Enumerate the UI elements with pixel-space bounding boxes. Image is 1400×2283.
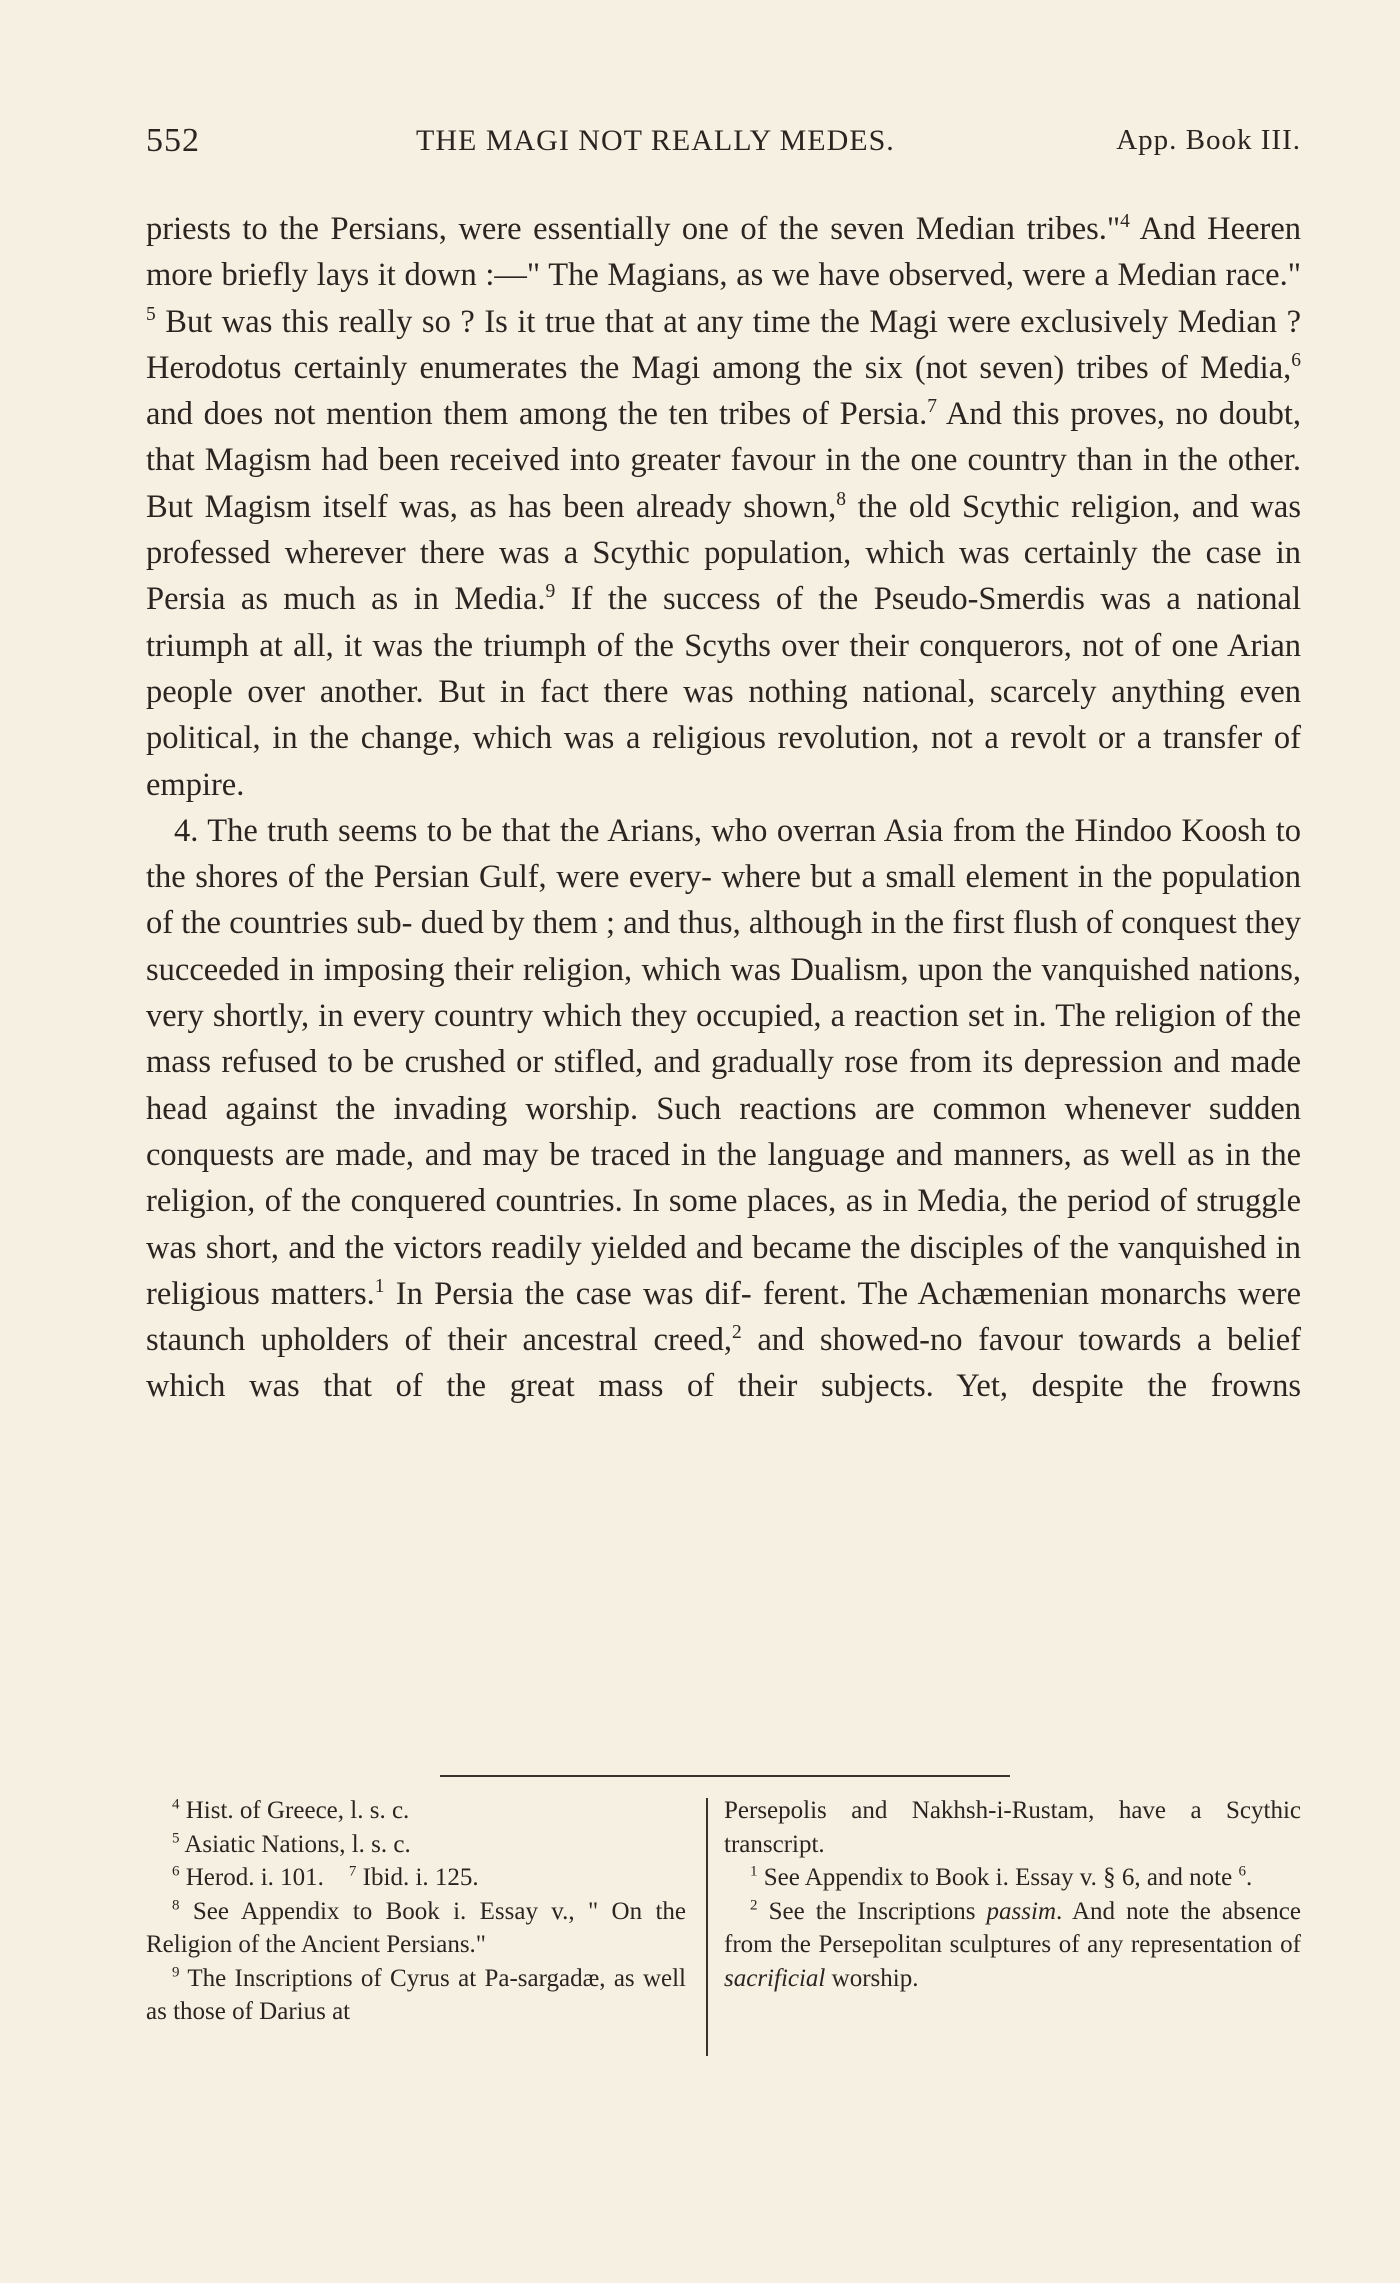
text-line: as we have observed, were a Median race."	[736, 257, 1301, 294]
footnote-text: See Appendix to Book i. Essay v. § 6, and note	[757, 1864, 1239, 1891]
footnote-mark: 6	[1238, 1863, 1246, 1880]
text-line: And this proves, no doubt, that Magism had been received	[146, 396, 1302, 479]
footnotes-right-column	[724, 1794, 1301, 1995]
text-line: Herodotus certainly enumerates the Magi among the six (not seven)	[146, 349, 1065, 386]
text-line: priests to the Persians, were essentially one of the seven Median	[146, 211, 1016, 247]
footnote-mark: 6	[172, 1863, 180, 1880]
footnote-mark: 4	[172, 1796, 180, 1813]
text-line: ferent. The Achæmenian monarchs were staunch upholders of	[146, 1275, 1301, 1359]
footnote-5	[146, 1828, 686, 1862]
text-line: Arian people over another. But in fact there was nothing national,	[146, 627, 1302, 710]
text-line: and showed-no favour towards a belief which	[146, 1322, 1301, 1405]
text-line: so ? Is it true that at any time the Magi were exclusively Median ?	[421, 303, 1301, 340]
text-line: But was this really	[155, 303, 413, 340]
text-line: head against the invading worship. Such reactions are common	[146, 1090, 1047, 1127]
text-line: In Persia the case was dif-	[384, 1275, 752, 1312]
paragraph-1	[146, 206, 1301, 808]
footnote-1	[724, 1861, 1301, 1895]
text-line: into greater favour in the one country than in the other. But	[146, 442, 1301, 525]
text-line: 4. The truth seems to be that the Arians, who overran Asia from	[174, 812, 1016, 849]
footnote-text: Herod. i. 101.	[179, 1864, 324, 1891]
text-line: dued by them ; and thus, although in the first flush of conquest	[420, 905, 1237, 942]
footnote-2	[724, 1895, 1301, 1996]
footnote-ref-1: 1	[374, 1276, 385, 1297]
text-line: they succeeded in imposing their religion, which was Dualism, upon	[146, 905, 1302, 988]
footnotes-left-column	[146, 1794, 686, 2029]
text-line: revolution, not a revolt or a transfer of empire.	[146, 720, 1302, 803]
footnote-text: Asiatic Nations, l. s. c.	[179, 1830, 411, 1858]
footnote-6-7	[146, 1861, 686, 1895]
footnote-mark: 7	[348, 1863, 357, 1880]
footnotes	[146, 1794, 1301, 2064]
footnote-ref-5: 5	[146, 303, 156, 325]
footnote-text: .	[1245, 1864, 1253, 1891]
paragraph-2	[146, 808, 1301, 1410]
page-number: 552	[146, 122, 200, 159]
footnote-mark: 2	[750, 1897, 758, 1914]
footnote-text: The Inscriptions of Cyrus at Pa-sargadæ, as well as those of Darius at	[146, 1964, 686, 2025]
footnote-text: worship.	[825, 1964, 919, 1992]
text-line: tribes of Media,	[1076, 349, 1292, 386]
text-line: religion, and was professed wherever there was a Scythic population,	[146, 488, 1301, 572]
text-line: and does not mention them among the ten tribes of	[146, 396, 829, 433]
footnote-ref-8: 8	[836, 488, 847, 510]
footnote-mark: 9	[172, 1964, 180, 1981]
text-line: crushed or stifled, and gradually rose from its depression and made	[404, 1044, 1301, 1081]
footnote-ref-7: 7	[927, 396, 937, 418]
footnote-italic: sacrificial	[724, 1964, 826, 1992]
text-line: the vanquished nations, very shortly, in every country which they	[146, 951, 1301, 1035]
text-line: which was certainly the case in Persia as much as in Media.	[146, 535, 1302, 618]
text-line: Persia.	[839, 396, 928, 433]
text-line: the success of the Pseudo-Smerdis was a national triumph at all, it	[146, 581, 1302, 664]
text-line: occupied, a reaction set in. The religion of the mass refused to be	[146, 998, 1302, 1081]
text-line: scarcely anything even political, in the change, which was a religious	[146, 673, 1302, 757]
footnote-ref-4: 4	[1120, 211, 1130, 233]
text-line: whenever sudden conquests are made, and may be traced in the	[146, 1090, 1301, 1173]
running-title: THE MAGI NOT REALLY MEDES.	[416, 124, 895, 157]
footnote-text: See the Inscriptions	[757, 1897, 987, 1925]
footnote-text: Ibid. i. 125.	[356, 1864, 479, 1891]
text-line: the vanquished in religious matters.	[146, 1229, 1302, 1312]
footnote-mark: 8	[172, 1897, 180, 1914]
footnote-ref-2: 2	[732, 1322, 742, 1344]
footnote-ref-9: 9	[545, 581, 556, 603]
text-line: was that of the great mass of their subjects. Yet, despite the frowns	[249, 1368, 1301, 1405]
footnote-italic: passim	[986, 1897, 1057, 1925]
text-line: short, and the victors readily yielded and became the disciples of	[205, 1229, 1060, 1266]
main-text	[146, 206, 1301, 1410]
footnote-4	[146, 1794, 686, 1828]
footnote-divider	[440, 1775, 1010, 1777]
text-line: their ancestral creed,	[447, 1322, 733, 1359]
text-line: Magism itself was, as has been already shown,	[204, 488, 837, 525]
text-line: the Hindoo Koosh to the shores of the Persian Gulf, were every-	[146, 812, 1301, 896]
footnote-text: . And note the absence from the Persepolitan sculptures of any representation of	[724, 1897, 1301, 1958]
text-line: countries. In some places, as in Media, the period of struggle was	[146, 1183, 1301, 1266]
text-line: tribes."	[1026, 211, 1121, 247]
footnote-9-continued: Persepolis and Nakhsh-i-Rustam, have a Scythic transcript.	[724, 1797, 1301, 1858]
running-header	[146, 122, 1301, 172]
footnote-text: Hist. of Greece, l. s. c.	[179, 1797, 410, 1824]
footnote-9	[146, 1962, 686, 2029]
footnote-8	[146, 1895, 686, 1962]
footnote-mark: 5	[172, 1830, 180, 1847]
text-line: was the triumph of the Scyths over their conquerors, not of one	[372, 627, 1219, 664]
footnote-text: See Appendix to Book i. Essay v., " On the Religion of the Ancient Persians."	[146, 1897, 686, 1958]
footnote-column-divider	[706, 1798, 708, 2056]
text-line: the old Scythic	[846, 488, 1060, 525]
footnote-ref-6: 6	[1291, 350, 1301, 372]
text-line: where but a small element in the population of the countries sub-	[146, 859, 1302, 942]
section-label: App. Book III.	[1116, 124, 1301, 156]
footnote-mark: 1	[750, 1863, 758, 1880]
text-line: language and manners, as well as in the religion, of the conquered	[146, 1136, 1301, 1220]
text-line: And Heeren more briefly lays it down :—" The Magians,	[146, 211, 1302, 294]
text-line: If	[555, 581, 593, 618]
